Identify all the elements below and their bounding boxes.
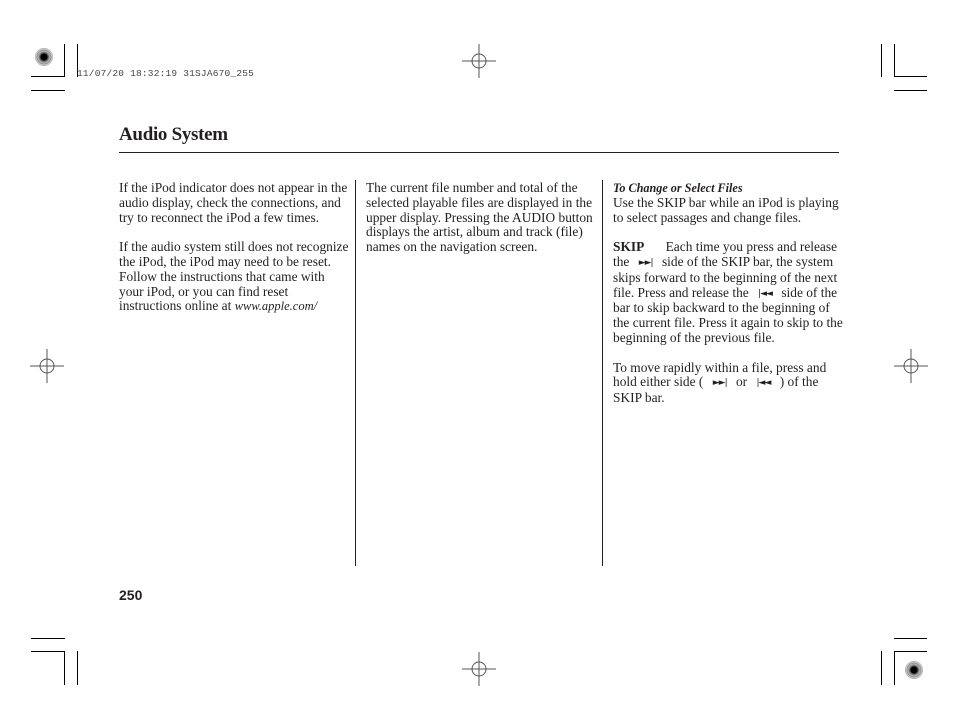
- skip-forward-icon: ►►|: [712, 378, 727, 389]
- rapid-text-2: ): [779, 374, 785, 390]
- crop-mark: [31, 90, 65, 91]
- column-1: [119, 181, 351, 329]
- crop-mark: [31, 651, 65, 652]
- registration-target-icon: [35, 48, 53, 66]
- page-title: Audio System: [119, 124, 228, 145]
- skip-text-1: Each time you press and release the: [613, 239, 838, 269]
- crop-mark: [881, 651, 882, 685]
- skip-back-icon: |◄◄: [758, 288, 772, 299]
- rapid-paragraph: [613, 361, 845, 406]
- crosshair-icon: [462, 44, 496, 78]
- skip-forward-icon: ►►|: [638, 257, 653, 268]
- skip-text-2: side of the SKIP bar, the system skips forward to the beginning of the next file. Press and release the: [613, 253, 838, 300]
- skip-paragraph: [613, 240, 845, 346]
- column-2: [366, 181, 598, 270]
- crop-mark: [894, 638, 927, 639]
- crop-mark: [894, 76, 927, 77]
- rapid-text-3: of the SKIP bar.: [613, 374, 819, 406]
- crop-mark: [64, 651, 65, 685]
- rapid-text-1: To move rapidly within a file, press and hold either side (: [613, 359, 827, 390]
- title-rule: [119, 152, 839, 153]
- crop-mark: [894, 44, 895, 77]
- crop-mark: [31, 76, 65, 77]
- skip-term: SKIP: [613, 239, 645, 255]
- crosshair-icon: [894, 349, 928, 383]
- registration-target-icon: [905, 661, 923, 679]
- section: [613, 181, 845, 225]
- column-3: [613, 181, 845, 421]
- crop-mark: [894, 651, 895, 685]
- apple-url: www.apple.com/: [234, 299, 318, 314]
- paragraph: [119, 240, 351, 314]
- paragraph: The current file number and total of the selected playable files are displayed in the upper display. Pressing the AUDIO button displays the artist, album and track (file) names on the navigation screen.: [366, 180, 593, 255]
- crosshair-icon: [30, 349, 64, 383]
- intro-text: Use the SKIP bar while an iPod is playing to select passages and change files.: [613, 194, 839, 225]
- crop-mark: [894, 90, 927, 91]
- skip-back-icon: |◄◄: [756, 378, 771, 389]
- print-stamp: 11/07/20 18:32:19 31SJA670_255: [77, 68, 255, 79]
- rapid-or: or: [735, 374, 748, 390]
- subheading: To Change or Select Files: [613, 181, 743, 195]
- crop-mark: [894, 651, 927, 652]
- paragraph-text: If the audio system still does not recognize the iPod, the iPod may need to be reset. Follow the instructions that came with your iPod, or you can find reset instructions online at: [119, 239, 349, 314]
- column-divider: [602, 180, 603, 566]
- crop-mark: [64, 44, 65, 77]
- paragraph: If the iPod indicator does not appear in the audio display, check the connections, and try to reconnect the iPod a few times.: [119, 180, 348, 225]
- column-divider: [355, 180, 356, 566]
- crop-mark: [77, 651, 78, 685]
- page-number: 250: [119, 587, 143, 603]
- crop-mark: [881, 44, 882, 77]
- skip-text-3: side of the bar to skip backward to the beginning of the current file. Press it again to skip to the beginning of the previous file.: [613, 284, 843, 345]
- crop-mark: [31, 638, 65, 639]
- crosshair-icon: [462, 652, 496, 686]
